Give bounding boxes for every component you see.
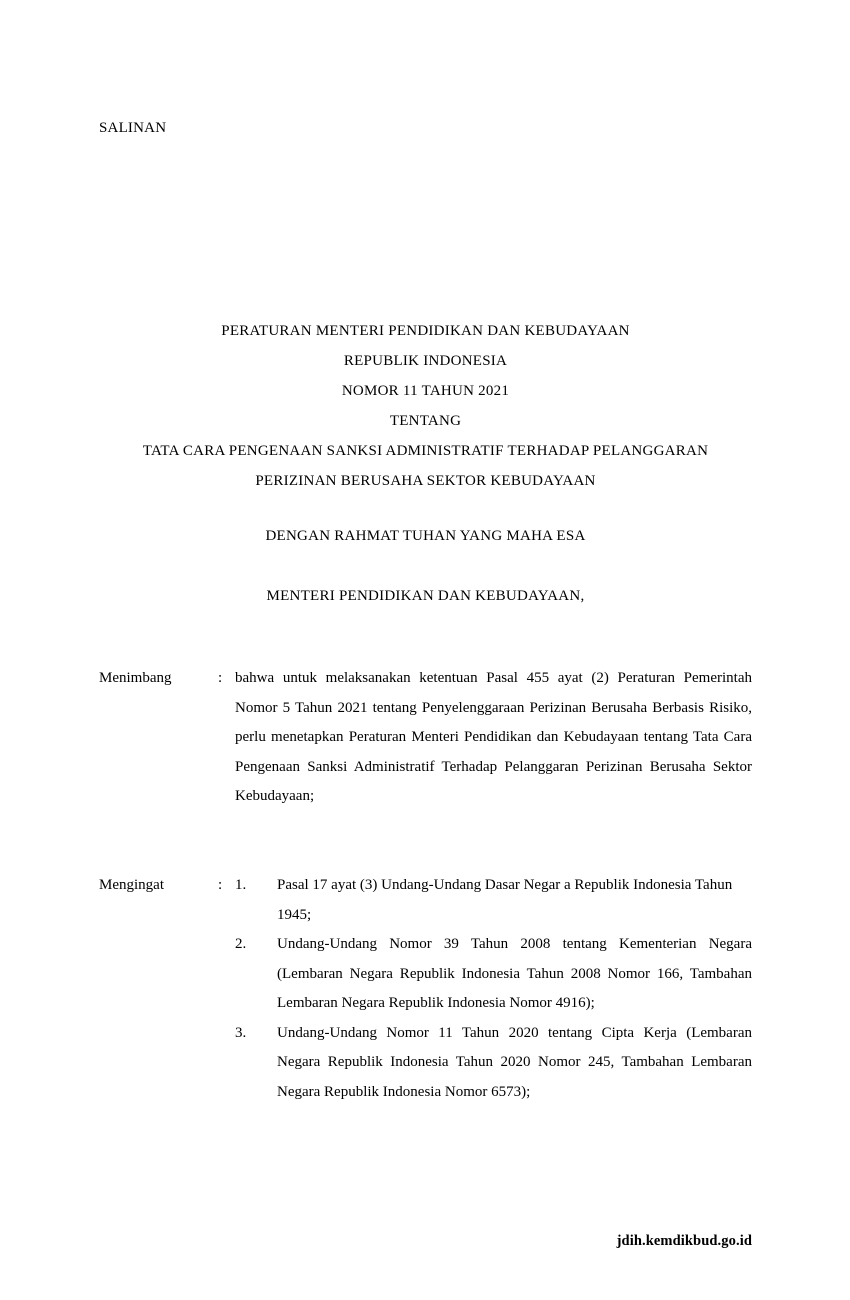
list-item-text: Undang-Undang Nomor 39 Tahun 2008 tentang Kementerian Negara (Lembaran Negara Republik Indonesia Tahun 2008 Nomor 166, Tambahan Lembaran Negara Republik Indonesia Nomor 4916); (277, 936, 752, 1011)
title-line-number-year: NOMOR 11 TAHUN 2021 (341, 383, 510, 399)
list-item (235, 930, 752, 1019)
considering-label: Menimbang (99, 670, 172, 686)
list-item (235, 871, 752, 930)
title-line-about: TENTANG (389, 413, 462, 429)
recalling-label: Mengingat (99, 877, 164, 893)
considering-row (99, 664, 752, 812)
footer-watermark: jdih.kemdikbud.go.id (616, 1233, 752, 1249)
recalling-section (99, 871, 752, 1107)
list-item (235, 1019, 752, 1108)
document-title-block (99, 316, 752, 496)
recalling-separator: : (218, 877, 223, 893)
title-line-subject-2: PERIZINAN BERUSAHA SEKTOR KEBUDAYAAN (255, 473, 596, 489)
blessing-text: DENGAN RAHMAT TUHAN YANG MAHA ESA (265, 528, 586, 544)
recalling-list-container (235, 871, 752, 1107)
issuer-declaration (99, 581, 752, 611)
issuer-text: MENTERI PENDIDIKAN DAN KEBUDAYAAN, (266, 588, 585, 604)
list-item-text: Undang-Undang Nomor 11 Tahun 2020 tentang Cipta Kerja (Lembaran Negara Republik Indonesia Tahun 2020 Nomor 245, Tambahan Lembaran Negara Republik Indonesia Nomor 6573); (277, 1024, 752, 1100)
recalling-list (235, 871, 752, 1107)
list-item-marker: 2. (235, 936, 247, 952)
list-item-marker: 3. (235, 1024, 247, 1041)
title-line-regulation-type: PERATURAN MENTERI PENDIDIKAN DAN KEBUDAYAAN (221, 323, 630, 339)
considering-separator: : (218, 670, 223, 686)
blessing-declaration (99, 521, 752, 551)
considering-section (99, 664, 752, 812)
copy-marker: SALINAN (99, 120, 167, 136)
list-item-marker: 1. (235, 877, 247, 893)
list-item-text: Pasal 17 ayat (3) Undang-Undang Dasar Negar a Republik Indonesia Tahun 1945; (277, 877, 733, 923)
recalling-row (99, 871, 752, 1107)
title-line-subject-1: TATA CARA PENGENAAN SANKSI ADMINISTRATIF TERHADAP PELANGGARAN (142, 443, 709, 459)
title-line-republic: REPUBLIK INDONESIA (343, 353, 508, 369)
considering-text: bahwa untuk melaksanakan ketentuan Pasal 455 ayat (2) Peraturan Pemerintah Nomor 5 Tahun 2021 tentang Penyelenggaraan Perizinan Berusaha Berbasis Risiko, perlu menetapkan Peraturan Menteri Pendidikan dan Kebudayaan tentang Tata Cara Pengenaan Sanksi Administratif Terhadap Pelanggaran Perizinan Berusaha Sektor Kebudayaan; (235, 670, 752, 804)
